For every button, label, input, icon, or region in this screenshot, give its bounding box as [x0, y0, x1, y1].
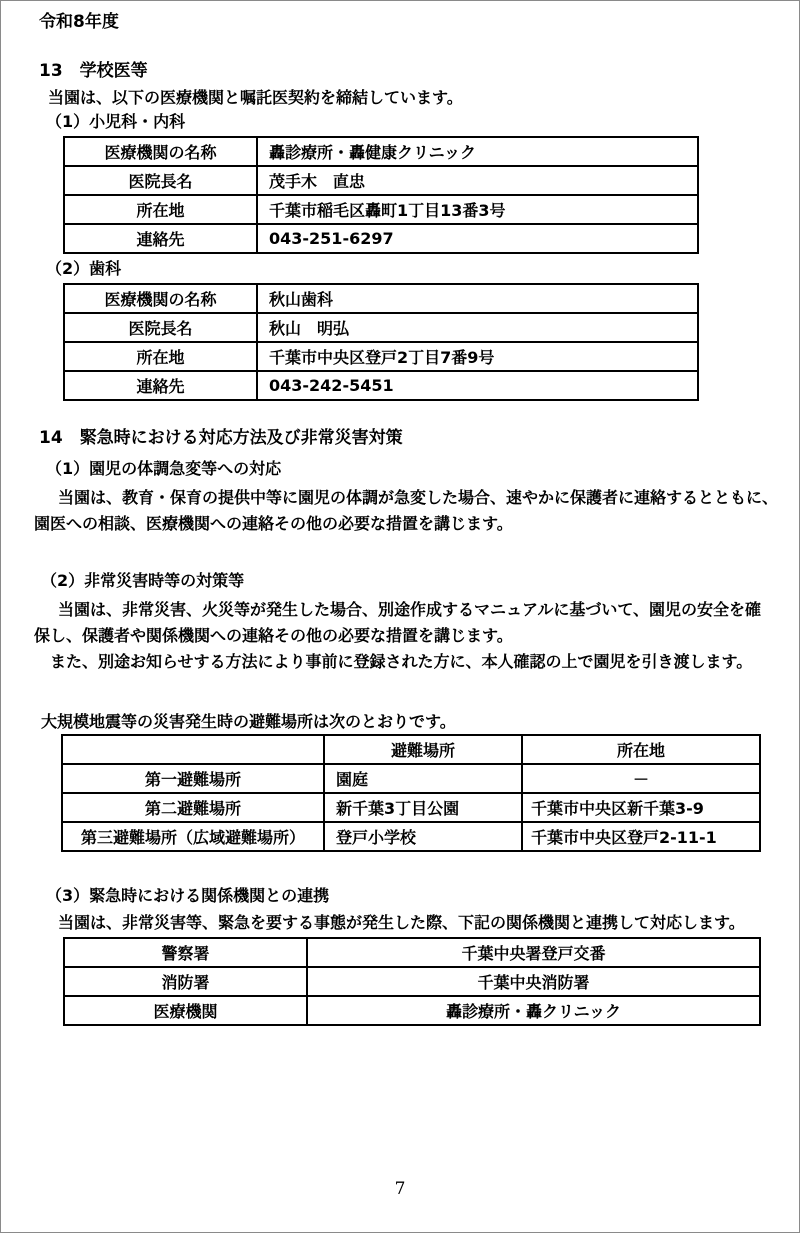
dental-clinic-table — [63, 283, 699, 401]
column-header-blank — [62, 735, 324, 764]
section14-sub2-label: （2）非常災害時等の対策等 — [41, 571, 245, 590]
section14-sub3-label: （3）緊急時における関係機関との連携 — [46, 886, 330, 905]
table-row — [64, 371, 698, 400]
row-label: 所在地 — [64, 195, 257, 224]
evacuation-rank: 第二避難場所 — [62, 793, 324, 822]
row-value: 轟診療所・轟健康クリニック — [257, 137, 698, 166]
row-label: 医療機関の名称 — [64, 137, 257, 166]
row-value: 秋山 明弘 — [257, 313, 698, 342]
evacuation-rank: 第一避難場所 — [62, 764, 324, 793]
page-number: 7 — [394, 1179, 406, 1199]
evacuation-place: 登戸小学校 — [324, 822, 522, 851]
organization-type: 医療機関 — [64, 996, 307, 1025]
section13-intro: 当園は、以下の医療機関と嘱託医契約を締結しています。 — [48, 88, 463, 107]
evacuation-sites-table — [61, 734, 761, 852]
evacuation-place: 新千葉3丁目公園 — [324, 793, 522, 822]
table-row — [64, 166, 698, 195]
evacuation-intro: 大規模地震等の災害発生時の避難場所は次のとおりです。 — [41, 712, 456, 731]
paragraph-line: また、別途お知らせする方法により事前に登録された方に、本人確認の上で園児を引き渡します。 — [50, 652, 753, 671]
evacuation-address: 千葉市中央区新千葉3-9 — [522, 793, 760, 822]
section13-sub2-label: （2）歯科 — [46, 259, 122, 278]
organization-name: 千葉中央署登戸交番 — [307, 938, 760, 967]
paragraph-line: 保し、保護者や関係機関への連絡その他の必要な措置を講じます。 — [34, 626, 513, 645]
table-row — [64, 195, 698, 224]
table-header-row — [62, 735, 760, 764]
table-row — [64, 284, 698, 313]
row-value: 043-242-5451 — [257, 371, 698, 400]
section14-heading: 14 緊急時における対応方法及び非常災害対策 — [39, 428, 403, 448]
table-row — [62, 822, 760, 851]
table-row — [64, 137, 698, 166]
table-row — [64, 967, 760, 996]
evacuation-rank: 第三避難場所（広域避難場所） — [62, 822, 324, 851]
evacuation-address: － — [522, 764, 760, 793]
paragraph-line: 当園は、非常災害、火災等が発生した場合、別途作成するマニュアルに基づいて、園児の安全を確 — [58, 600, 762, 619]
section14-sub3-intro: 当園は、非常災害等、緊急を要する事態が発生した際、下記の関係機関と連携して対応します。 — [58, 913, 745, 932]
column-header-place: 避難場所 — [324, 735, 522, 764]
row-label: 連絡先 — [64, 224, 257, 253]
table-row — [62, 793, 760, 822]
organization-type: 消防署 — [64, 967, 307, 996]
era-header: 令和8年度 — [39, 12, 119, 32]
table-row — [64, 313, 698, 342]
row-value: 秋山歯科 — [257, 284, 698, 313]
row-value: 043-251-6297 — [257, 224, 698, 253]
pediatrics-clinic-table — [63, 136, 699, 254]
section14-sub1-label: （1）園児の体調急変等への対応 — [46, 459, 282, 478]
table-row — [64, 342, 698, 371]
organization-type: 警察署 — [64, 938, 307, 967]
row-label: 医院長名 — [64, 313, 257, 342]
table-row — [62, 764, 760, 793]
table-row — [64, 224, 698, 253]
row-label: 医療機関の名称 — [64, 284, 257, 313]
paragraph-line: 園医への相談、医療機関への連絡その他の必要な措置を講じます。 — [34, 514, 513, 533]
section13-heading: 13 学校医等 — [39, 61, 148, 81]
organization-name: 千葉中央消防署 — [307, 967, 760, 996]
row-value: 千葉市中央区登戸2丁目7番9号 — [257, 342, 698, 371]
column-header-address: 所在地 — [522, 735, 760, 764]
row-label: 医院長名 — [64, 166, 257, 195]
row-label: 所在地 — [64, 342, 257, 371]
evacuation-address: 千葉市中央区登戸2-11-1 — [522, 822, 760, 851]
organization-name: 轟診療所・轟クリニック — [307, 996, 760, 1025]
table-row — [64, 938, 760, 967]
paragraph-line: 当園は、教育・保育の提供中等に園児の体調が急変した場合、速やかに保護者に連絡するとともに、 — [58, 488, 779, 507]
section13-sub1-label: （1）小児科・内科 — [46, 112, 186, 131]
emergency-contacts-table — [63, 937, 761, 1026]
row-value: 千葉市稲毛区轟町1丁目13番3号 — [257, 195, 698, 224]
row-value: 茂手木 直忠 — [257, 166, 698, 195]
table-row — [64, 996, 760, 1025]
evacuation-place: 園庭 — [324, 764, 522, 793]
row-label: 連絡先 — [64, 371, 257, 400]
